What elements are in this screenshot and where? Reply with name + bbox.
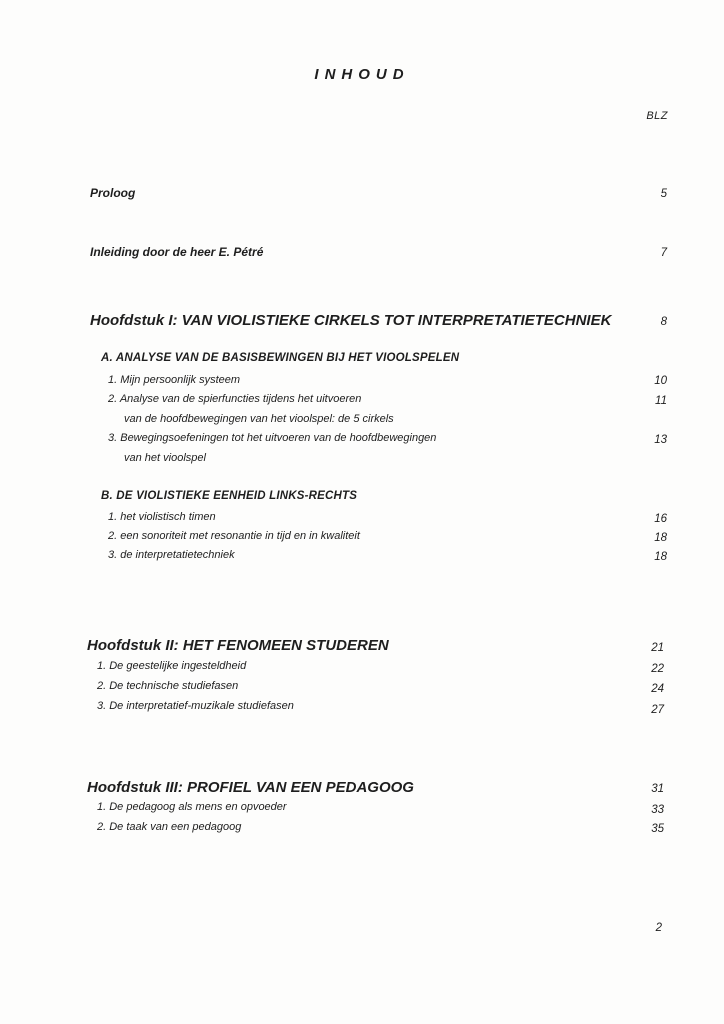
toc-chapter-2: Hoofdstuk II: HET FENOMEEN STUDEREN <box>87 637 389 654</box>
toc-item-continuation: van het vioolspel <box>124 452 206 464</box>
toc-page-chapter-1: 8 <box>660 316 667 328</box>
toc-item: 2. Analyse van de spierfuncties tijdens het uitvoeren <box>108 393 362 405</box>
toc-entry-introduction: Inleiding door de heer E. Pétré <box>90 245 264 259</box>
toc-page-prologue: 5 <box>660 188 667 200</box>
toc-chapter-1: Hoofdstuk I: VAN VIOLISTIEKE CIRKELS TOT INTERPRETATIETECHNIEK <box>90 312 612 329</box>
toc-item-page: 24 <box>651 683 664 695</box>
toc-section-b: B. DE VIOLISTIEKE EENHEID LINKS-RECHTS <box>101 490 358 502</box>
toc-page-introduction: 7 <box>660 247 667 259</box>
toc-item: 1. het violistisch timen <box>108 511 216 523</box>
toc-item-page: 22 <box>651 663 664 675</box>
toc-section-a: A. ANALYSE VAN DE BASISBEWINGEN BIJ HET VIOOLSPELEN <box>101 352 460 364</box>
page-column-label: BLZ <box>646 110 668 122</box>
toc-item: 3. de interpretatietechniek <box>108 549 235 561</box>
toc-item: 3. De interpretatief-muzikale studiefasen <box>97 700 294 712</box>
toc-item: 2. een sonoriteit met resonantie in tijd en in kwaliteit <box>108 530 360 542</box>
toc-item-page: 18 <box>654 551 667 563</box>
footer-page-number: 2 <box>655 922 662 934</box>
toc-item: 1. De geestelijke ingesteldheid <box>97 660 247 672</box>
toc-item: 1. De pedagoog als mens en opvoeder <box>97 801 287 813</box>
toc-item-page: 33 <box>651 804 664 816</box>
toc-item: 3. Bewegingsoefeningen tot het uitvoeren van de hoofdbewegingen <box>108 432 437 444</box>
toc-item: 2. De taak van een pedagoog <box>97 821 242 833</box>
toc-item-page: 16 <box>654 513 667 525</box>
toc-item-page: 35 <box>651 823 664 835</box>
toc-item: 1. Mijn persoonlijk systeem <box>108 374 241 386</box>
toc-page-chapter-3: 31 <box>651 783 664 795</box>
toc-item-continuation: van de hoofdbewegingen van het vioolspel: de 5 cirkels <box>124 413 394 425</box>
toc-chapter-3: Hoofdstuk III: PROFIEL VAN EEN PEDAGOOG <box>87 779 414 796</box>
toc-item-page: 13 <box>654 434 667 446</box>
page-title: INHOUD <box>314 66 410 83</box>
toc-item: 2. De technische studiefasen <box>97 680 239 692</box>
toc-entry-prologue: Proloog <box>90 186 136 200</box>
toc-item-page: 27 <box>651 704 664 716</box>
toc-page-chapter-2: 21 <box>651 642 664 654</box>
toc-item-page: 10 <box>654 375 667 387</box>
toc-item-page: 18 <box>654 532 667 544</box>
toc-item-page: 11 <box>655 395 667 407</box>
